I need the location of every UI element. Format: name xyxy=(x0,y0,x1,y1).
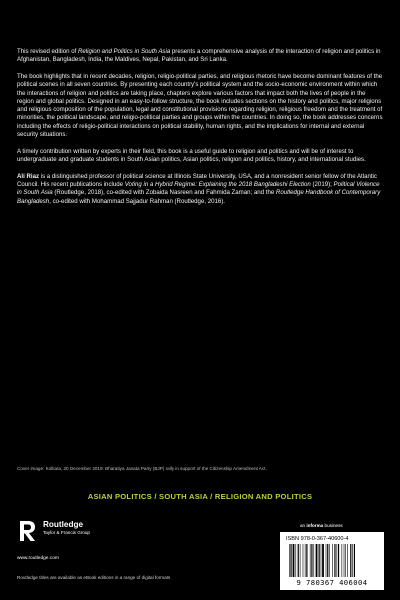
ebook-footnote: Routledge titles are available as eBook editions in a range of digital formats xyxy=(17,575,171,580)
barcode-bar xyxy=(305,544,306,577)
author-bio-text: is a distinguished professor of political science at Illinois State University, USA, and a nonresident senior fellow of the Atlantic Council. His recent publications include xyxy=(17,172,377,189)
barcode-bar xyxy=(303,544,304,577)
description-text: This revised edition of xyxy=(17,48,78,55)
barcode-panel xyxy=(280,532,384,590)
publication-title: Political Violence in South Asia xyxy=(17,181,380,197)
barcode-bar xyxy=(290,544,291,577)
informa-tagline xyxy=(300,523,343,528)
routledge-logo-icon xyxy=(17,519,90,543)
barcode-bar xyxy=(311,544,312,577)
informa-text: an xyxy=(300,523,307,528)
author-bio-text: (2019); xyxy=(310,181,334,189)
barcode-icon xyxy=(288,544,376,577)
barcode-bar xyxy=(337,544,338,577)
barcode-bar xyxy=(344,544,345,577)
barcode-bar xyxy=(342,544,343,577)
barcode-bar xyxy=(321,544,322,577)
barcode-bar xyxy=(332,544,333,577)
barcode-bar xyxy=(329,544,330,577)
publication-title: Routledge Handbook of Contemporary Bangladesh xyxy=(17,189,381,205)
publication-title: Voting in a Hybrid Regime: Explaining the 2018 Bangladeshi Election xyxy=(124,181,311,189)
barcode-bar xyxy=(316,544,318,577)
publisher-block xyxy=(17,519,90,543)
barcode-bar xyxy=(326,544,327,577)
barcode-bar xyxy=(300,544,301,577)
barcode-digits: 9 780367 406004 xyxy=(296,578,368,587)
book-title: Religion and Politics in South Asia xyxy=(77,48,171,55)
barcode-bar xyxy=(350,544,351,577)
barcode-bar xyxy=(298,544,299,577)
barcode-bar xyxy=(322,544,324,577)
publisher-name: Routledge xyxy=(43,520,84,529)
author-bio-text: (Routledge, 2018), co-edited with Zobaida Nasreen and Fahmida Zaman; and the xyxy=(52,189,276,197)
description-paragraph-1 xyxy=(17,48,383,65)
publisher-website: www.routledge.com xyxy=(17,556,59,561)
description-paragraph-2: The book highlights that in recent decades, religion, religio-political parties, and religious rhetoric have become dominant features of the political scenes in all seven countries. By presenting each country's political system and the socio-economic environment within which the interactions of religion and politics are taking place, chapters explore various factors that impact both the lives of people in the region and global politics. Designed in an easy-to-follow structure, the book includes sections on the history and politics, major religions and religious composition of the population, legal and constitutional provisions regarding religion, religious freedom and the treatment of minorities, the political landscape, and religio-political parties and groups within the countries. In doing so, the book addresses concerns including the effects of religio-political interactions on political stability, human rights, and the implications for internal and external security situations. xyxy=(17,72,383,139)
isbn-label: ISBN 978-0-367-40600-4 xyxy=(286,536,349,542)
barcode-bar xyxy=(295,544,296,577)
cover-image-credit: Cover image: Kolkata, 20 December 2019: Bharatiya Janata Party (BJP) rally in support of the Citizenship Amendment Act. xyxy=(17,466,267,471)
barcode-bar xyxy=(327,544,328,577)
author-bio-text: , co-edited with Mohammad Sajjadur Rahman (Routledge, 2016). xyxy=(49,197,225,205)
description-text: presents a comprehensive analysis of the interaction of religion and politics in Afghanistan, Bangladesh, India, the Maldives, Nepal, Pakistan, and Sri Lanka. xyxy=(17,48,381,64)
barcode-bar xyxy=(334,544,335,577)
barcode-bar xyxy=(345,544,346,577)
subject-categories: ASIAN POLITICS / SOUTH ASIA / RELIGION AND POLITICS xyxy=(87,492,313,501)
informa-brand: informa xyxy=(306,523,324,528)
informa-text: business xyxy=(323,523,343,528)
barcode-bar xyxy=(352,544,353,577)
barcode-bar xyxy=(354,544,355,577)
barcode-bar xyxy=(310,544,311,577)
barcode-bar xyxy=(338,544,339,577)
barcode-bar xyxy=(306,544,307,577)
barcode-bar xyxy=(313,544,314,577)
barcode-bar xyxy=(293,544,295,577)
author-name: Ali Riaz xyxy=(17,172,40,180)
author-bio xyxy=(17,173,383,206)
book-description xyxy=(17,48,383,214)
barcode-bar xyxy=(347,544,348,577)
barcode-bar xyxy=(319,544,320,577)
publisher-group: Taylor & Francis Group xyxy=(43,530,90,535)
barcode-bar xyxy=(289,544,290,577)
description-paragraph-3: A timely contribution written by experts in their field, this book is a useful guide to religion and politics and will be of interest to undergraduate and graduate students in South Asian politics, Asian politics, religion and politics, history, and international studies. xyxy=(17,147,366,164)
